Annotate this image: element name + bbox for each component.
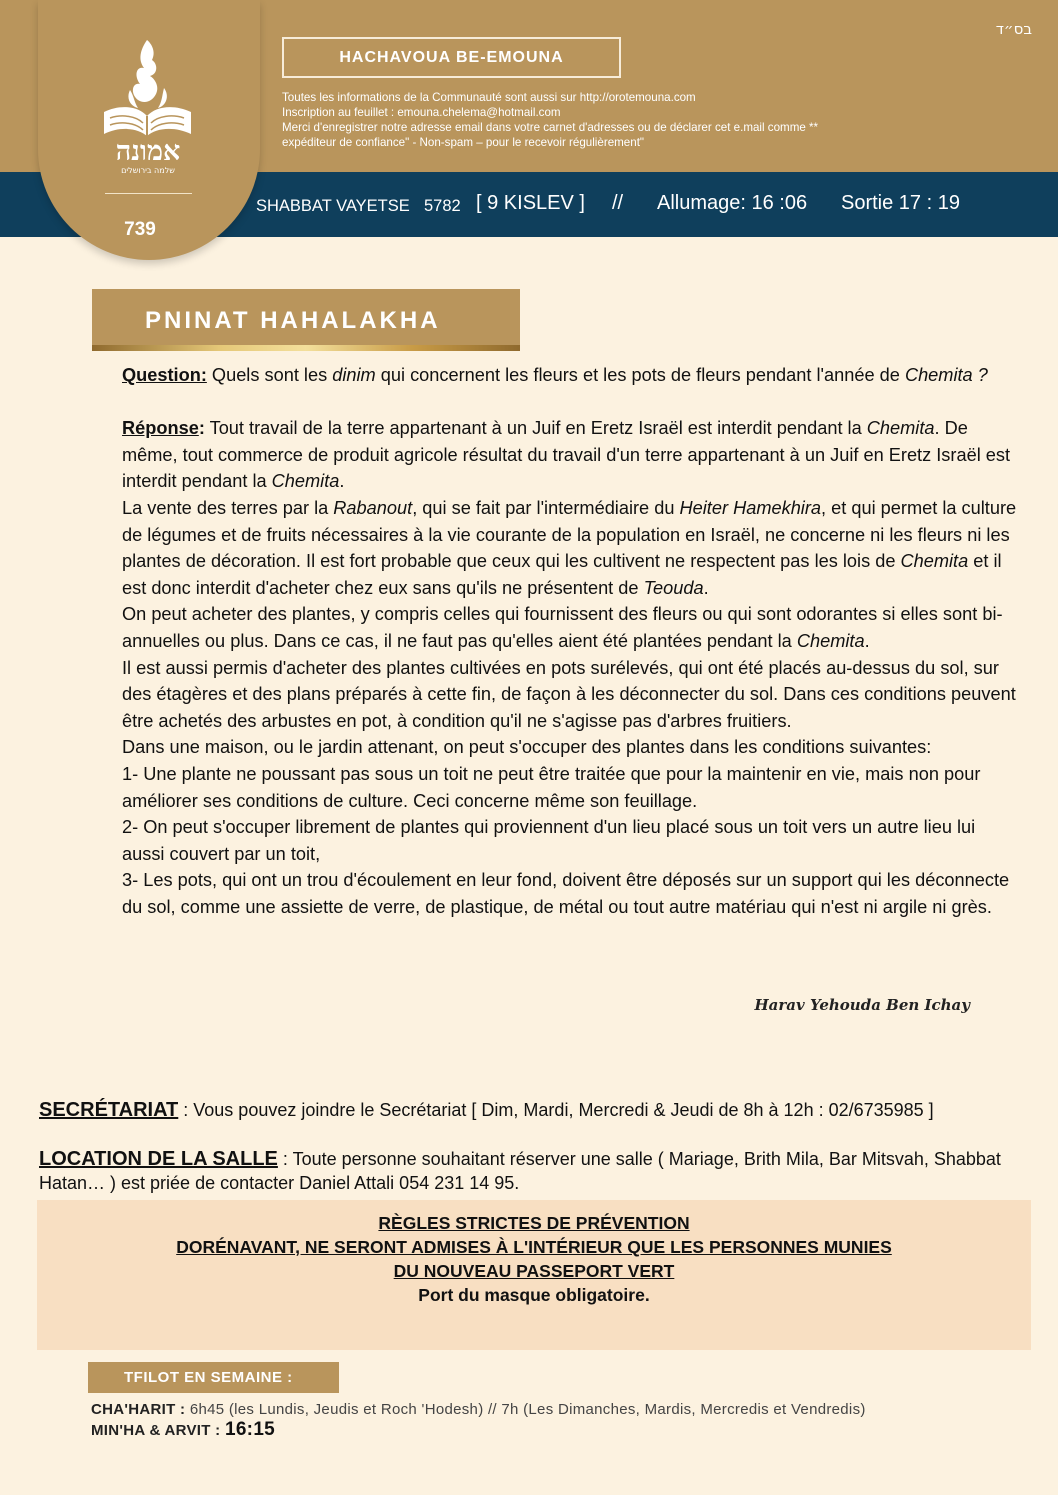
logo-divider xyxy=(105,193,192,194)
gold-underline xyxy=(92,345,520,351)
info-line: expéditeur de confiance" - Non-spam – pour le recevoir régulièrement" xyxy=(282,136,645,149)
answer-paragraph: Réponse: Tout travail de la terre appartenant à un Juif en Eretz Israël est interdit pendant la Chemita. De même, tout commerce de produit agricole résultat du travail d'un terre appartenant à un Juif en Eretz Israël est interdit pendant la Chemita. xyxy=(122,418,1011,492)
pots-paragraph: Il est aussi permis d'acheter des plantes cultivées en pots surélevés, qui ont été placés au-dessus du sol, sur des étagères et des plans préparés à cette fin, de façon à les déconnecter du sol. Dans ces conditions peuvent être achetés des arbustes en pot, à condition qu'il ne s'agisse pas d'arbres fruitiers. xyxy=(122,657,1016,731)
tfilot-title: TFILOT EN SEMAINE : xyxy=(124,1369,293,1386)
logo-wordmark: אמונה xyxy=(115,136,181,167)
minha-schedule: MIN'HA & ARVIT : 16:15 xyxy=(91,1419,276,1440)
hebrew-year: 5782 xyxy=(424,197,461,215)
issue-number: 739 xyxy=(124,219,156,240)
rules-title: RÈGLES STRICTES DE PRÉVENTION xyxy=(378,1213,690,1233)
allumage-time: Allumage: 16 :06 xyxy=(657,192,808,214)
parasha-name: SHABBAT VAYETSE xyxy=(256,197,410,215)
prevention-rules xyxy=(37,1211,1031,1307)
book-flame-logo-icon xyxy=(100,38,195,138)
bsd-mark: בס״ד xyxy=(995,20,1032,38)
newsletter-title: HACHAVOUA BE-EMOUNA xyxy=(282,37,621,78)
info-line: Toutes les informations de la Communauté sont aussi sur http://orotemouna.com xyxy=(282,91,696,104)
rules-line: DORÉNAVANT, NE SERONT ADMISES À L'INTÉRIEUR QUE LES PERSONNES MUNIES xyxy=(176,1237,892,1257)
conditions-intro: Dans une maison, ou le jardin attenant, on peut s'occuper des plantes dans les conditions suivantes: xyxy=(122,737,932,758)
secretariat-notice: SECRÉTARIAT : Vous pouvez joindre le Secrétariat [ Dim, Mardi, Mercredi & Jeudi de 8h à 12h : 02/6735985 ] xyxy=(39,1099,934,1121)
separator: // xyxy=(612,192,624,214)
pninat-title: PNINAT HAHALAKHA xyxy=(145,307,441,334)
hall-rental-notice: LOCATION DE LA SALLE : Toute personne souhaitant réserver une salle ( Mariage, Brith Mila, Bar Mitsvah, Shabbat Hatan… ) est priée de contacter Daniel Attali 054 231 14 95. xyxy=(39,1148,1001,1193)
info-line: Inscription au feuillet : emouna.chelema@hotmail.com xyxy=(282,106,561,119)
condition-2: 2- On peut s'occuper librement de plantes qui proviennent d'un lieu placé sous un toit vers un autre lieu lui aussi couvert par un toit, xyxy=(122,817,976,864)
condition-1: 1- Une plante ne poussant pas sous un toit ne peut être traitée que pour la maintenir en vie, mais non pour améliorer ses conditions de culture. Ceci concerne même son feuillage. xyxy=(122,763,981,811)
rules-line: DU NOUVEAU PASSEPORT VERT xyxy=(393,1261,675,1281)
sortie-time: Sortie 17 : 19 xyxy=(841,192,960,214)
header-info xyxy=(282,90,982,150)
condition-3: 3- Les pots, qui ont un trou d'écoulement en leur fond, doivent être déposés sur un support qui les déconnecte du sol, comme une assiette de verre, de plastique, de métal ou tout autre matériau qui n'est ni argile ni grès. xyxy=(122,870,1010,917)
halakha-article xyxy=(122,362,1017,920)
plants-paragraph: On peut acheter des plantes, y compris celles qui fournissent des fleurs ou qui sont odorantes si elles sont bi-annuelles ou plus. Dans ce cas, il ne faut pas qu'elles aient été plantées pendant la Chemita. xyxy=(122,604,1003,651)
tfilot-banner xyxy=(88,1362,339,1393)
hebrew-date: [ 9 KISLEV ] xyxy=(476,192,585,214)
author-signature: Harav Yehouda Ben Ichay xyxy=(754,996,970,1014)
info-line: Merci d'enregistrer notre adresse email dans votre carnet d'adresses ou de déclarer cet e.mail comme ** xyxy=(282,121,819,134)
question: Question: Quels sont les dinim qui concernent les fleurs et les pots de fleurs pendant l'année de Chemita ? xyxy=(122,365,988,385)
mask-notice: Port du masque obligatoire. xyxy=(418,1285,650,1305)
logo-subtitle: שלמה בירושלים xyxy=(121,166,175,175)
chaharit-schedule: CHA'HARIT : 6h45 (les Lundis, Jeudis et Roch 'Hodesh) // 7h (Les Dimanches, Mardis, Mercredis et Vendredis) xyxy=(91,1401,866,1418)
rabanout-paragraph: La vente des terres par la Rabanout, qui se fait par l'intermédiaire du Heiter Hamekhira, et qui permet la culture de légumes et de fruits nécessaires à la vie courante de la population en Israël, ne concerne ni les fleurs ni les plantes de décoration. Il est fort probable que ceux qui les cultivent ne respectent pas les lois de Chemita et il est donc interdit d'acheter chez eux sans qu'ils ne présentent de Teouda. xyxy=(122,497,1017,598)
pninat-banner xyxy=(92,289,520,351)
